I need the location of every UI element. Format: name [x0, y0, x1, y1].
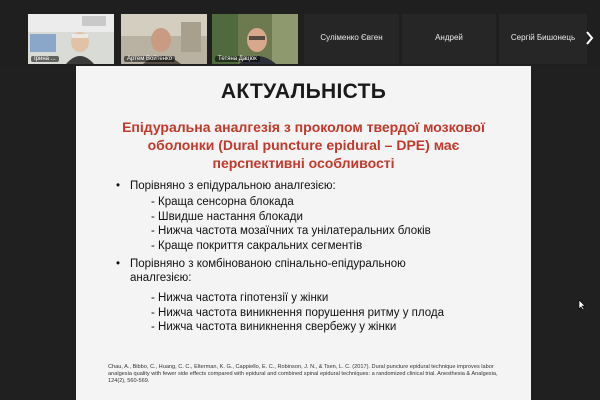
slide-subtitle — [96, 118, 511, 172]
participant-name-5: Андрей — [435, 33, 463, 42]
subtitle-line-1: Епідуральна аналгезія з проколом твердої мозкової — [122, 119, 485, 135]
section-2-item: - Нижча частота виникнення свербежу у жінки — [151, 321, 397, 333]
participant-tile-5[interactable] — [402, 14, 496, 64]
bullet-dot-icon: • — [116, 258, 121, 270]
presentation-slide — [76, 66, 531, 400]
section-1-heading: Порівняно з епідуральною аналгезією: — [130, 180, 336, 192]
participant-name-2: Артем Войтенко — [124, 56, 175, 62]
chevron-right-icon[interactable] — [585, 31, 594, 45]
participant-strip — [0, 0, 600, 66]
slide-content — [116, 179, 531, 335]
participant-tile-1[interactable] — [28, 14, 114, 64]
slide-citation: Chau, A., Bibbo, C., Huang, C. C., Elterman, K. G., Cappiello, E. C., Robinson, J. N., & Tsen, L. C. (2017). Dural puncture epidural technique improves labor analgesia quality with fewer side effects compared with epidural and combined spinal epidural techniques: a randomized clinical trial. Anesthesia & Analgesia, 124(2), 560-569. — [108, 364, 498, 384]
bullet-section-1 — [116, 179, 531, 193]
participant-name-6: Сергій Бишонець — [510, 33, 576, 42]
section-2-heading-line-1: Порівняно з комбінованою спінально-епідуральною — [130, 258, 406, 270]
participant-tile-3[interactable] — [212, 14, 298, 64]
participant-name-4: Суліменко Євген — [320, 33, 383, 42]
participant-name-3: Тетяна Дацюк — [215, 56, 260, 62]
participant-name-1: Ірина ... — [31, 56, 59, 62]
section-2-item: - Нижча частота виникнення порушення ритму у плода — [151, 306, 444, 319]
subtitle-line-3: перспективні особливості — [212, 155, 395, 171]
bullet-section-2 — [116, 257, 531, 285]
bullet-dot-icon: • — [116, 180, 121, 192]
participant-tile-2[interactable] — [121, 14, 207, 64]
section-1-item: - Нижча частота мозаїчних та унілатеральних блоків — [151, 225, 431, 237]
section-1-item: - Краще покриття сакральних сегментів — [151, 239, 363, 252]
section-2-heading-line-2: аналгезією: — [130, 272, 192, 284]
participant-tile-4[interactable] — [304, 14, 399, 64]
section-2-item: - Нижча частота гіпотензії у жінки — [151, 292, 329, 304]
mouse-cursor-icon — [578, 300, 586, 310]
section-1-item: - Краща сенсорна блокада — [151, 196, 294, 208]
subtitle-line-2: оболонки (Dural puncture epidural – DPE) має — [147, 137, 460, 153]
participant-tile-6[interactable] — [499, 14, 587, 64]
section-1-item: - Швидше настання блокади — [151, 210, 303, 223]
slide-title: АКТУАЛЬНІСТЬ — [220, 80, 387, 103]
